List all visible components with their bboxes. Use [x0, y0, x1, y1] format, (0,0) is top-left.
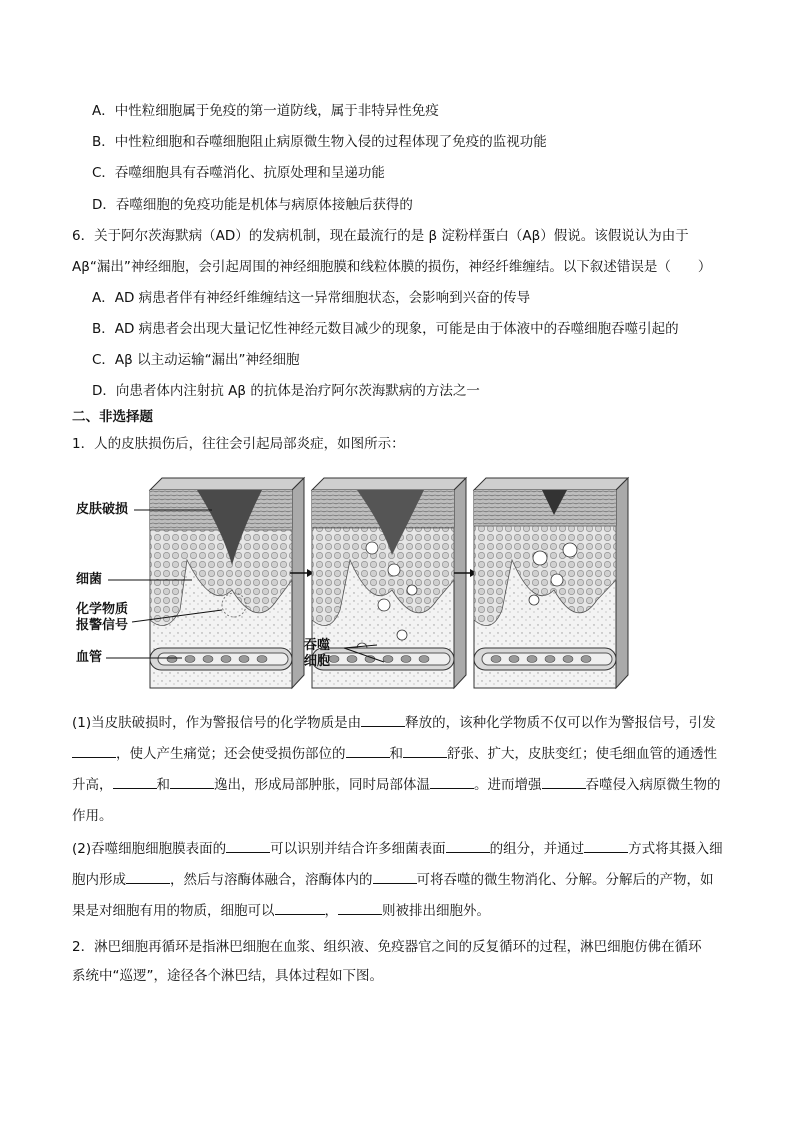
q5-option-b: B．中性粒细胞和吞噬细胞阻止病原微生物入侵的过程体现了免疫的监视功能: [92, 134, 547, 150]
answer-blank[interactable]: [170, 774, 214, 789]
skin-inflammation-illustration: [72, 470, 632, 700]
q1-stem: 1．人的皮肤损伤后，往往会引起局部炎症，如图所示：: [72, 436, 405, 452]
q1-part2: (2)吞噬细胞细胞膜表面的 可以识别并结合许多细菌表面 的组分，并通过 方式将其摄入细胞内形成 ，然后与溶酶体融合，溶酶体内的 可将吞噬的微生物消化、分解。分解后的产物，如果是对细胞有用的物质，细胞可以 ， 则被排出细胞外。: [72, 834, 726, 927]
q6-option-c: C．Aβ 以主动运输“漏出”神经细胞: [92, 352, 300, 368]
q2-stem-line1: 2．淋巴细胞再循环是指淋巴细胞在血浆、组织液、免疫器官之间的反复循环的过程，淋巴细胞仿佛在循环: [72, 939, 702, 955]
figure-label-skin: 皮肤破损: [76, 502, 129, 517]
q2-stem-line2: 系统中“巡逻”，途径各个淋巴结，具体过程如下图。: [72, 968, 383, 984]
skin-block-2: [312, 478, 466, 688]
answer-blank[interactable]: [361, 712, 405, 727]
answer-blank[interactable]: [275, 900, 325, 915]
answer-blank[interactable]: [430, 774, 474, 789]
q6-stem-line1: 6．关于阿尔茨海默病（AD）的发病机制，现在最流行的是 β 淀粉样蛋白（Aβ）假说。该假说认为由于: [72, 228, 689, 244]
figure-label-vessel: 血管: [76, 650, 103, 665]
figure-label-chem-line1: 化学物质: [76, 602, 129, 617]
q5-option-c: C．吞噬细胞具有吞噬消化、抗原处理和呈递功能: [92, 165, 385, 181]
q5-option-d: D．吞噬细胞的免疫功能是机体与病原体接触后获得的: [92, 197, 413, 213]
answer-blank[interactable]: [446, 838, 490, 853]
q6-option-d: D．向患者体内注射抗 Aβ 的抗体是治疗阿尔茨海默病的方法之一: [92, 383, 480, 399]
answer-blank[interactable]: [226, 838, 270, 853]
q5-option-a: A．中性粒细胞属于免疫的第一道防线，属于非特异性免疫: [92, 103, 439, 119]
answer-blank[interactable]: [113, 774, 157, 789]
q6-option-a: A．AD 病患者伴有神经纤维缠结这一异常细胞状态，会影响到兴奋的传导: [92, 290, 531, 306]
answer-blank[interactable]: [338, 900, 382, 915]
skin-block-3: [474, 478, 628, 688]
figure-label-phagocyte-line1: 吞噬: [304, 638, 331, 653]
figure-label-phagocyte-line2: 细胞: [304, 654, 331, 669]
q6-stem-line2: Aβ“漏出”神经细胞，会引起周围的神经细胞膜和线粒体膜的损伤，神经纤维缠结。以下叙述错误是（ ）: [72, 259, 712, 275]
figure-label-bacteria: 细菌: [76, 572, 103, 587]
answer-blank[interactable]: [542, 774, 586, 789]
answer-blank[interactable]: [373, 869, 417, 884]
q6-option-b: B．AD 病患者会出现大量记忆性神经元数目减少的现象，可能是由于体液中的吞噬细胞吞噬引起的: [92, 321, 679, 337]
answer-blank[interactable]: [346, 743, 390, 758]
answer-blank[interactable]: [126, 869, 170, 884]
answer-blank[interactable]: [584, 838, 628, 853]
skin-injury-figure: [72, 470, 632, 700]
figure-label-chem-line2: 报警信号: [76, 618, 129, 633]
q1-part1: (1)当皮肤破损时，作为警报信号的化学物质是由 释放的，该种化学物质不仅可以作为警报信号，引发，使人产生痛觉；还会使受损伤部位的 和 舒张、扩大，皮肤变红；使毛细血管的通透性升高， 和 逸出，形成局部肿胀，同时局部体温 。进而增强 吞噬侵入病原微生物的作用。: [72, 708, 726, 832]
answer-blank[interactable]: [72, 743, 116, 758]
section-title: 二、非选择题: [72, 409, 153, 425]
answer-blank[interactable]: [403, 743, 447, 758]
